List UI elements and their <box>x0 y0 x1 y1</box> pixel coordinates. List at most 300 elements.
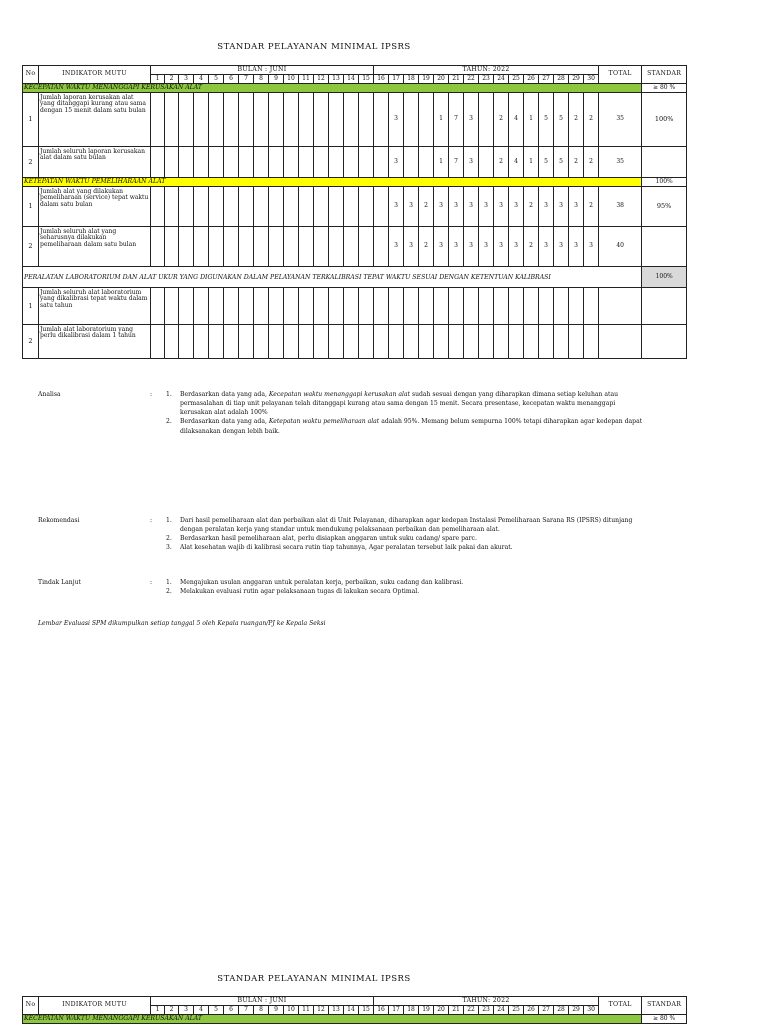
day-value: 5 <box>554 93 569 147</box>
day-header: 19 <box>419 1006 434 1015</box>
day-header: 1 <box>151 75 165 84</box>
day-value <box>374 147 389 178</box>
day-value <box>509 325 524 359</box>
day-value <box>151 147 165 178</box>
day-value <box>329 93 344 147</box>
day-header: 23 <box>479 75 494 84</box>
indicator-text: Jumlah laporan kerusakan alat yang ditanggapi kurang atau sama dengan 15 menit dalam satu bulan <box>39 93 151 147</box>
header-standard: STANDAR <box>642 66 687 84</box>
row-number: 1 <box>23 93 39 147</box>
day-value: 2 <box>584 93 599 147</box>
header-total: TOTAL <box>599 66 642 84</box>
day-value <box>284 227 299 267</box>
day-value: 3 <box>494 187 509 227</box>
row-number: 1 <box>23 187 39 227</box>
section-standard: 100% <box>642 178 687 187</box>
day-value <box>344 288 359 325</box>
day-header: 14 <box>344 1006 359 1015</box>
day-value <box>584 325 599 359</box>
day-value: 2 <box>584 187 599 227</box>
day-value <box>329 227 344 267</box>
item-text: sudah sesuai dengan yang diharapkan dimana setiap keluhan atau permasalahan di tiap unit pelayanan telah ditanggapi kurang atau sama dengan 15 menit. Secara presentase, kecepatan waktu menanggapi kerusakan alat adalah 100% <box>180 391 619 417</box>
recommendation-label: Rekomendasi <box>38 517 80 524</box>
day-value <box>539 325 554 359</box>
item-number: 1. <box>166 517 172 524</box>
day-header: 4 <box>194 1006 209 1015</box>
day-header: 21 <box>449 75 464 84</box>
day-header: 21 <box>449 1006 464 1015</box>
day-value: 3 <box>434 187 449 227</box>
day-value: 7 <box>449 147 464 178</box>
section-title: PERALATAN LABORATORIUM DAN ALAT UKUR YANG DIGUNAKAN DALAM PELAYANAN TERKALIBRASI TEPAT WAKTU SESUAI DENGAN KETENTUAN KALIBRASI <box>23 267 642 288</box>
day-value: 1 <box>434 147 449 178</box>
day-value <box>374 325 389 359</box>
day-value <box>254 325 269 359</box>
day-header: 6 <box>224 75 239 84</box>
section-row <box>23 178 687 187</box>
day-header: 26 <box>524 1006 539 1015</box>
indicator-text: Jumlah alat yang dilakukan pemeliharaan (service) tepat waktu dalam satu bulan <box>39 187 151 227</box>
day-value <box>269 288 284 325</box>
section-row <box>23 84 687 93</box>
day-value <box>494 325 509 359</box>
day-value <box>344 147 359 178</box>
day-header: 15 <box>359 75 374 84</box>
day-value: 3 <box>449 187 464 227</box>
day-header: 7 <box>239 1006 254 1015</box>
day-value <box>194 288 209 325</box>
section-title: KETEPATAN WAKTU PEMELIHARAAN ALAT <box>23 178 642 187</box>
day-value: 2 <box>419 227 434 267</box>
day-value <box>449 325 464 359</box>
day-value: 5 <box>539 147 554 178</box>
day-value <box>224 325 239 359</box>
day-value <box>359 325 374 359</box>
row-number: 2 <box>23 325 39 359</box>
follow-up-block <box>38 578 678 603</box>
day-header: 11 <box>299 75 314 84</box>
day-value <box>434 325 449 359</box>
recommendation-block <box>38 516 678 571</box>
section-standard: 100% <box>642 267 687 288</box>
table-row <box>23 325 687 359</box>
row-number: 2 <box>23 227 39 267</box>
recommendation-colon: : <box>150 517 153 524</box>
day-value <box>209 187 224 227</box>
item-text: Berdasarkan data yang ada, <box>180 391 269 398</box>
day-value: 3 <box>464 147 479 178</box>
day-value <box>284 93 299 147</box>
day-value <box>404 93 419 147</box>
item-emphasis: Ketepatan waktu pemeliharaan alat <box>268 418 380 426</box>
day-header: 27 <box>539 1006 554 1015</box>
day-header: 30 <box>584 1006 599 1015</box>
day-header: 17 <box>389 1006 404 1015</box>
day-value <box>194 325 209 359</box>
day-value <box>479 93 494 147</box>
section-title: KECEPATAN WAKTU MENANGGAPI KERUSAKAN ALAT <box>23 84 642 93</box>
row-standard <box>642 147 687 178</box>
day-header: 5 <box>209 75 224 84</box>
footer-note: Lembar Evaluasi SPM dikumpulkan setiap tanggal 5 oleh Kepala ruangan/PJ ke Kepala Seksi <box>38 620 326 627</box>
section-row <box>23 267 687 288</box>
item-number: 2. <box>166 535 172 543</box>
row-total: 38 <box>599 187 642 227</box>
day-value <box>179 93 194 147</box>
row-total: 35 <box>599 147 642 178</box>
page-title: STANDAR PELAYANAN MINIMAL IPSRS <box>217 42 411 52</box>
header-no: No <box>23 66 39 84</box>
day-value <box>419 325 434 359</box>
day-value <box>314 147 329 178</box>
day-value <box>359 147 374 178</box>
day-value <box>284 288 299 325</box>
row-standard <box>642 227 687 267</box>
section-title: KECEPATAN WAKTU MENANGGAPI KERUSAKAN ALAT <box>23 1015 642 1024</box>
day-value <box>239 147 254 178</box>
day-value <box>254 187 269 227</box>
day-value <box>179 147 194 178</box>
day-header: 8 <box>254 75 269 84</box>
row-total: 40 <box>599 227 642 267</box>
day-value <box>434 288 449 325</box>
day-value: 3 <box>539 227 554 267</box>
day-value: 2 <box>419 187 434 227</box>
row-standard: 95% <box>642 187 687 227</box>
day-value <box>224 93 239 147</box>
analysis-item <box>166 390 646 417</box>
day-value <box>165 147 179 178</box>
day-header: 17 <box>389 75 404 84</box>
item-text: adalah 95%. Memang belum sempurna 100% tetapi diharapkan agar kedepan dapat dilaksanakan dengan lebih baik. <box>180 418 643 435</box>
day-header: 30 <box>584 75 599 84</box>
section-standard: ≥ 80 % <box>642 84 687 93</box>
day-value <box>404 147 419 178</box>
day-value <box>479 147 494 178</box>
day-value <box>419 288 434 325</box>
header-total: TOTAL <box>599 997 642 1015</box>
day-header: 12 <box>314 75 329 84</box>
day-value: 3 <box>509 227 524 267</box>
day-header: 20 <box>434 1006 449 1015</box>
day-header: 2 <box>165 1006 179 1015</box>
day-header: 10 <box>284 1006 299 1015</box>
day-value <box>464 325 479 359</box>
day-value: 3 <box>479 187 494 227</box>
day-value <box>374 288 389 325</box>
follow-up-item <box>166 578 646 587</box>
day-value <box>314 187 329 227</box>
day-header: 15 <box>359 1006 374 1015</box>
row-total: 35 <box>599 93 642 147</box>
day-value: 3 <box>434 227 449 267</box>
day-header: 11 <box>299 1006 314 1015</box>
day-value: 3 <box>464 227 479 267</box>
analysis-item <box>166 417 646 435</box>
day-header: 27 <box>539 75 554 84</box>
day-value <box>254 227 269 267</box>
day-value <box>151 93 165 147</box>
day-value <box>209 325 224 359</box>
day-value <box>404 325 419 359</box>
day-value <box>239 93 254 147</box>
day-value <box>284 325 299 359</box>
day-value <box>165 325 179 359</box>
day-value <box>179 187 194 227</box>
day-value: 3 <box>449 227 464 267</box>
day-header: 3 <box>179 75 194 84</box>
day-value <box>539 288 554 325</box>
day-value: 3 <box>554 187 569 227</box>
day-value: 2 <box>569 93 584 147</box>
day-value <box>254 147 269 178</box>
day-value <box>509 288 524 325</box>
day-value <box>165 227 179 267</box>
item-text: Mengajukan usulan anggaran untuk peralatan kerja, perbaikan, suku cadang dan kalibrasi. <box>180 579 464 586</box>
recommendation-item <box>166 534 646 543</box>
day-header: 28 <box>554 1006 569 1015</box>
day-value <box>239 187 254 227</box>
day-header: 20 <box>434 75 449 84</box>
day-header: 22 <box>464 75 479 84</box>
day-value <box>194 227 209 267</box>
day-header: 22 <box>464 1006 479 1015</box>
analysis-block <box>38 390 678 450</box>
day-header: 24 <box>494 1006 509 1015</box>
day-value <box>344 93 359 147</box>
day-value <box>419 147 434 178</box>
day-value: 1 <box>524 147 539 178</box>
day-value <box>329 325 344 359</box>
day-value <box>269 227 284 267</box>
day-header: 26 <box>524 75 539 84</box>
header-month: BULAN : JUNI <box>151 997 374 1006</box>
day-value <box>284 187 299 227</box>
day-header: 6 <box>224 1006 239 1015</box>
header-no: No <box>23 997 39 1015</box>
day-value: 3 <box>494 227 509 267</box>
day-value <box>179 325 194 359</box>
day-header: 13 <box>329 1006 344 1015</box>
day-value <box>464 288 479 325</box>
day-header: 25 <box>509 75 524 84</box>
indicator-text: Jumlah seluruh alat yang seharusnya dilakukan pemeliharaan dalam satu bulan <box>39 227 151 267</box>
day-value <box>329 147 344 178</box>
table-row <box>23 227 687 267</box>
follow-up-colon: : <box>150 579 153 586</box>
day-value <box>151 288 165 325</box>
day-header: 18 <box>404 75 419 84</box>
day-value <box>359 227 374 267</box>
day-value <box>299 93 314 147</box>
table-row <box>23 147 687 178</box>
item-text: Berdasarkan hasil pemeliharaan alat, perlu disiapkan anggaran untuk suku cadang/ spare parc. <box>180 535 477 543</box>
item-text: Melakukan evaluasi rutin agar pelaksanaan tugas di lakukan secara Optimal. <box>180 588 420 596</box>
day-header: 10 <box>284 75 299 84</box>
day-header: 3 <box>179 1006 194 1015</box>
header-year: TAHUN: 2022 <box>374 997 599 1006</box>
day-value: 3 <box>389 93 404 147</box>
header-month: BULAN : JUNI <box>151 66 374 75</box>
day-header: 18 <box>404 1006 419 1015</box>
item-text: Alat kesehatan wajib di kalibrasi secara rutin tiap tahunnya, Agar peralatan tersebut laik pakai dan akurat. <box>180 544 513 552</box>
day-value: 2 <box>524 187 539 227</box>
day-value: 2 <box>494 93 509 147</box>
day-value <box>329 288 344 325</box>
item-number: 2. <box>166 588 172 596</box>
item-text: Berdasarkan data yang ada, <box>180 418 269 426</box>
day-value <box>194 147 209 178</box>
day-value <box>374 187 389 227</box>
table-row <box>23 187 687 227</box>
item-number: 3. <box>166 544 172 552</box>
day-value <box>479 288 494 325</box>
day-value: 2 <box>569 147 584 178</box>
day-value <box>299 187 314 227</box>
day-value <box>419 93 434 147</box>
spm-table-page-2 <box>22 996 687 1024</box>
day-value <box>359 187 374 227</box>
day-value <box>554 325 569 359</box>
day-value <box>359 93 374 147</box>
header-row <box>23 66 687 75</box>
day-value <box>524 325 539 359</box>
item-number: 2. <box>166 418 172 426</box>
day-value: 3 <box>569 187 584 227</box>
day-value: 3 <box>554 227 569 267</box>
day-value <box>374 227 389 267</box>
page-2-title: STANDAR PELAYANAN MINIMAL IPSRS <box>217 974 411 984</box>
day-value: 3 <box>509 187 524 227</box>
header-indicator: INDIKATOR MUTU <box>39 997 151 1015</box>
analysis-label: Analisa <box>38 391 61 398</box>
day-value <box>254 288 269 325</box>
day-value <box>449 288 464 325</box>
day-value <box>269 325 284 359</box>
day-value <box>179 227 194 267</box>
day-value <box>359 288 374 325</box>
day-value <box>299 288 314 325</box>
row-number: 1 <box>23 288 39 325</box>
follow-up-label: Tindak Lanjut <box>38 579 81 586</box>
day-header: 25 <box>509 1006 524 1015</box>
day-header: 23 <box>479 1006 494 1015</box>
day-value <box>224 187 239 227</box>
day-value <box>314 227 329 267</box>
section-row <box>23 1015 687 1024</box>
item-text: Dari hasil pemeliharaan alat dan perbaikan alat di Unit Pelayanan, diharapkan agar kedepan Instalasi Pemeliharaan Sarana RS (IPSRS) ditunjang dengan peralatan kerja yang standar untuk mendukung pelaksanaan perbaikan dan pemeliharaan alat. <box>180 517 633 534</box>
follow-up-items <box>166 578 646 596</box>
day-value: 3 <box>389 227 404 267</box>
day-value <box>554 288 569 325</box>
day-value <box>569 325 584 359</box>
row-standard: 100% <box>642 93 687 147</box>
day-value <box>269 93 284 147</box>
section-standard: ≥ 80 % <box>642 1015 687 1024</box>
day-header: 5 <box>209 1006 224 1015</box>
day-value <box>151 187 165 227</box>
analysis-colon: : <box>150 391 153 398</box>
indicator-text: Jumlah seluruh laporan kerusakan alat dalam satu bulan <box>39 147 151 178</box>
row-total <box>599 325 642 359</box>
day-value: 2 <box>584 147 599 178</box>
day-header: 9 <box>269 1006 284 1015</box>
day-value <box>374 93 389 147</box>
day-value <box>269 147 284 178</box>
day-value: 1 <box>524 93 539 147</box>
row-standard <box>642 325 687 359</box>
day-value <box>209 147 224 178</box>
day-value <box>524 288 539 325</box>
day-value: 3 <box>464 93 479 147</box>
day-value <box>344 227 359 267</box>
spm-table <box>22 65 687 359</box>
day-value <box>284 147 299 178</box>
day-value <box>209 288 224 325</box>
day-value <box>239 325 254 359</box>
analysis-items <box>166 390 646 436</box>
header-year: TAHUN: 2022 <box>374 66 599 75</box>
day-value: 2 <box>494 147 509 178</box>
recommendation-items <box>166 516 646 553</box>
day-value <box>179 288 194 325</box>
day-header: 24 <box>494 75 509 84</box>
day-value: 5 <box>554 147 569 178</box>
day-value <box>389 325 404 359</box>
day-header: 9 <box>269 75 284 84</box>
header-row <box>23 997 687 1006</box>
item-number: 1. <box>166 391 172 398</box>
indicator-text: Jumlah alat laboratorium yang perlu dikalibrasi dalam 1 tahun <box>39 325 151 359</box>
day-value <box>165 187 179 227</box>
day-value: 3 <box>389 187 404 227</box>
day-header: 8 <box>254 1006 269 1015</box>
row-standard <box>642 288 687 325</box>
day-value <box>344 187 359 227</box>
day-value: 3 <box>404 187 419 227</box>
day-value <box>314 93 329 147</box>
day-value <box>209 93 224 147</box>
day-value <box>165 93 179 147</box>
day-value: 7 <box>449 93 464 147</box>
day-value <box>584 288 599 325</box>
day-value <box>389 288 404 325</box>
day-header: 16 <box>374 1006 389 1015</box>
day-value <box>344 325 359 359</box>
day-value: 3 <box>479 227 494 267</box>
day-value: 4 <box>509 147 524 178</box>
recommendation-item <box>166 543 646 552</box>
day-header: 12 <box>314 1006 329 1015</box>
day-value <box>299 227 314 267</box>
day-header: 14 <box>344 75 359 84</box>
day-value: 2 <box>524 227 539 267</box>
day-value <box>224 147 239 178</box>
day-value <box>224 288 239 325</box>
day-value: 3 <box>464 187 479 227</box>
day-header: 19 <box>419 75 434 84</box>
day-value <box>329 187 344 227</box>
day-value <box>299 325 314 359</box>
row-total <box>599 288 642 325</box>
day-header: 2 <box>165 75 179 84</box>
day-header: 4 <box>194 75 209 84</box>
day-value <box>569 288 584 325</box>
day-value <box>314 325 329 359</box>
day-value <box>269 187 284 227</box>
indicator-text: Jumlah seluruh alat laboratorium yang dikalibrasi tepat waktu dalam satu tahun <box>39 288 151 325</box>
day-header: 13 <box>329 75 344 84</box>
